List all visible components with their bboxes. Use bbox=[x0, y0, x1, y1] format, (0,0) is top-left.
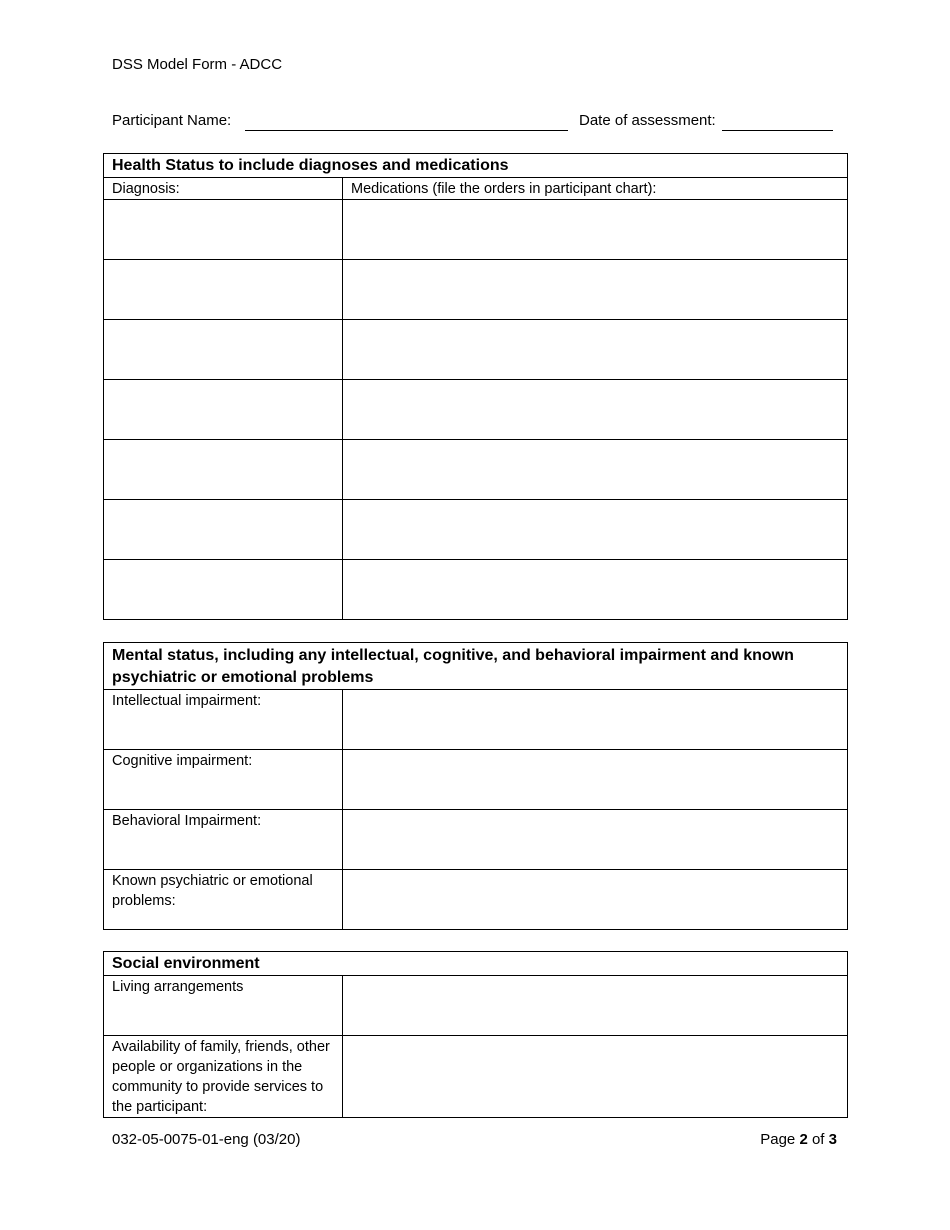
intellectual-impairment-label: Intellectual impairment: bbox=[104, 690, 343, 750]
availability-field[interactable] bbox=[343, 1036, 848, 1118]
page-total: 3 bbox=[828, 1131, 837, 1148]
form-code: 032-05-0075-01-eng (03/20) bbox=[112, 1131, 301, 1148]
psychiatric-problems-label: Known psychiatric or emotional problems: bbox=[104, 870, 343, 930]
health-entry-row bbox=[104, 380, 848, 440]
diagnosis-cell[interactable] bbox=[104, 440, 343, 500]
diagnosis-cell[interactable] bbox=[104, 200, 343, 260]
medications-cell[interactable] bbox=[343, 500, 848, 560]
diagnosis-cell[interactable] bbox=[104, 320, 343, 380]
health-entry-row bbox=[104, 440, 848, 500]
intellectual-impairment-field[interactable] bbox=[343, 690, 848, 750]
health-entry-row bbox=[104, 320, 848, 380]
participant-name-label: Participant Name: bbox=[112, 112, 232, 129]
health-entry-row bbox=[104, 260, 848, 320]
health-entry-row bbox=[104, 200, 848, 260]
mental-item-row bbox=[104, 750, 848, 810]
page-of: of bbox=[811, 1131, 825, 1148]
social-environment-title: Social environment bbox=[104, 952, 848, 976]
mental-status-title: Mental status, including any intellectual, cognitive, and behavioral impairment and known psychiatric or emotional problems bbox=[104, 643, 848, 690]
psychiatric-problems-field[interactable] bbox=[343, 870, 848, 930]
diagnosis-cell[interactable] bbox=[104, 380, 343, 440]
behavioral-impairment-label: Behavioral Impairment: bbox=[104, 810, 343, 870]
health-status-table bbox=[103, 153, 848, 620]
medications-cell[interactable] bbox=[343, 320, 848, 380]
living-arrangements-row bbox=[104, 976, 848, 1036]
diagnosis-cell[interactable] bbox=[104, 500, 343, 560]
diagnosis-column-header: Diagnosis: bbox=[104, 178, 343, 200]
medications-cell[interactable] bbox=[343, 200, 848, 260]
social-environment-table bbox=[103, 951, 848, 1118]
medications-cell[interactable] bbox=[343, 380, 848, 440]
page-number bbox=[760, 1131, 837, 1148]
mental-status-table bbox=[103, 642, 848, 930]
diagnosis-cell[interactable] bbox=[104, 560, 343, 620]
date-of-assessment-field[interactable] bbox=[722, 130, 833, 131]
health-entry-row bbox=[104, 500, 848, 560]
page-current: 2 bbox=[799, 1131, 808, 1148]
header-fields bbox=[112, 112, 837, 134]
diagnosis-cell[interactable] bbox=[104, 260, 343, 320]
medications-column-header: Medications (file the orders in participant chart): bbox=[343, 178, 848, 200]
cognitive-impairment-field[interactable] bbox=[343, 750, 848, 810]
medications-cell[interactable] bbox=[343, 560, 848, 620]
health-entry-row bbox=[104, 560, 848, 620]
living-arrangements-label: Living arrangements bbox=[104, 976, 343, 1036]
health-status-title: Health Status to include diagnoses and medications bbox=[104, 154, 848, 178]
mental-item-row bbox=[104, 690, 848, 750]
cognitive-impairment-label: Cognitive impairment: bbox=[104, 750, 343, 810]
mental-item-row bbox=[104, 810, 848, 870]
participant-name-field[interactable] bbox=[245, 130, 568, 131]
date-of-assessment-label: Date of assessment: bbox=[579, 112, 716, 129]
medications-cell[interactable] bbox=[343, 440, 848, 500]
medications-cell[interactable] bbox=[343, 260, 848, 320]
availability-row bbox=[104, 1036, 848, 1118]
living-arrangements-field[interactable] bbox=[343, 976, 848, 1036]
behavioral-impairment-field[interactable] bbox=[343, 810, 848, 870]
availability-label: Availability of family, friends, other people or organizations in the community to provide services to the participant: bbox=[104, 1036, 343, 1118]
page-prefix: Page bbox=[760, 1131, 796, 1148]
form-title: DSS Model Form - ADCC bbox=[112, 56, 283, 73]
mental-item-row bbox=[104, 870, 848, 930]
